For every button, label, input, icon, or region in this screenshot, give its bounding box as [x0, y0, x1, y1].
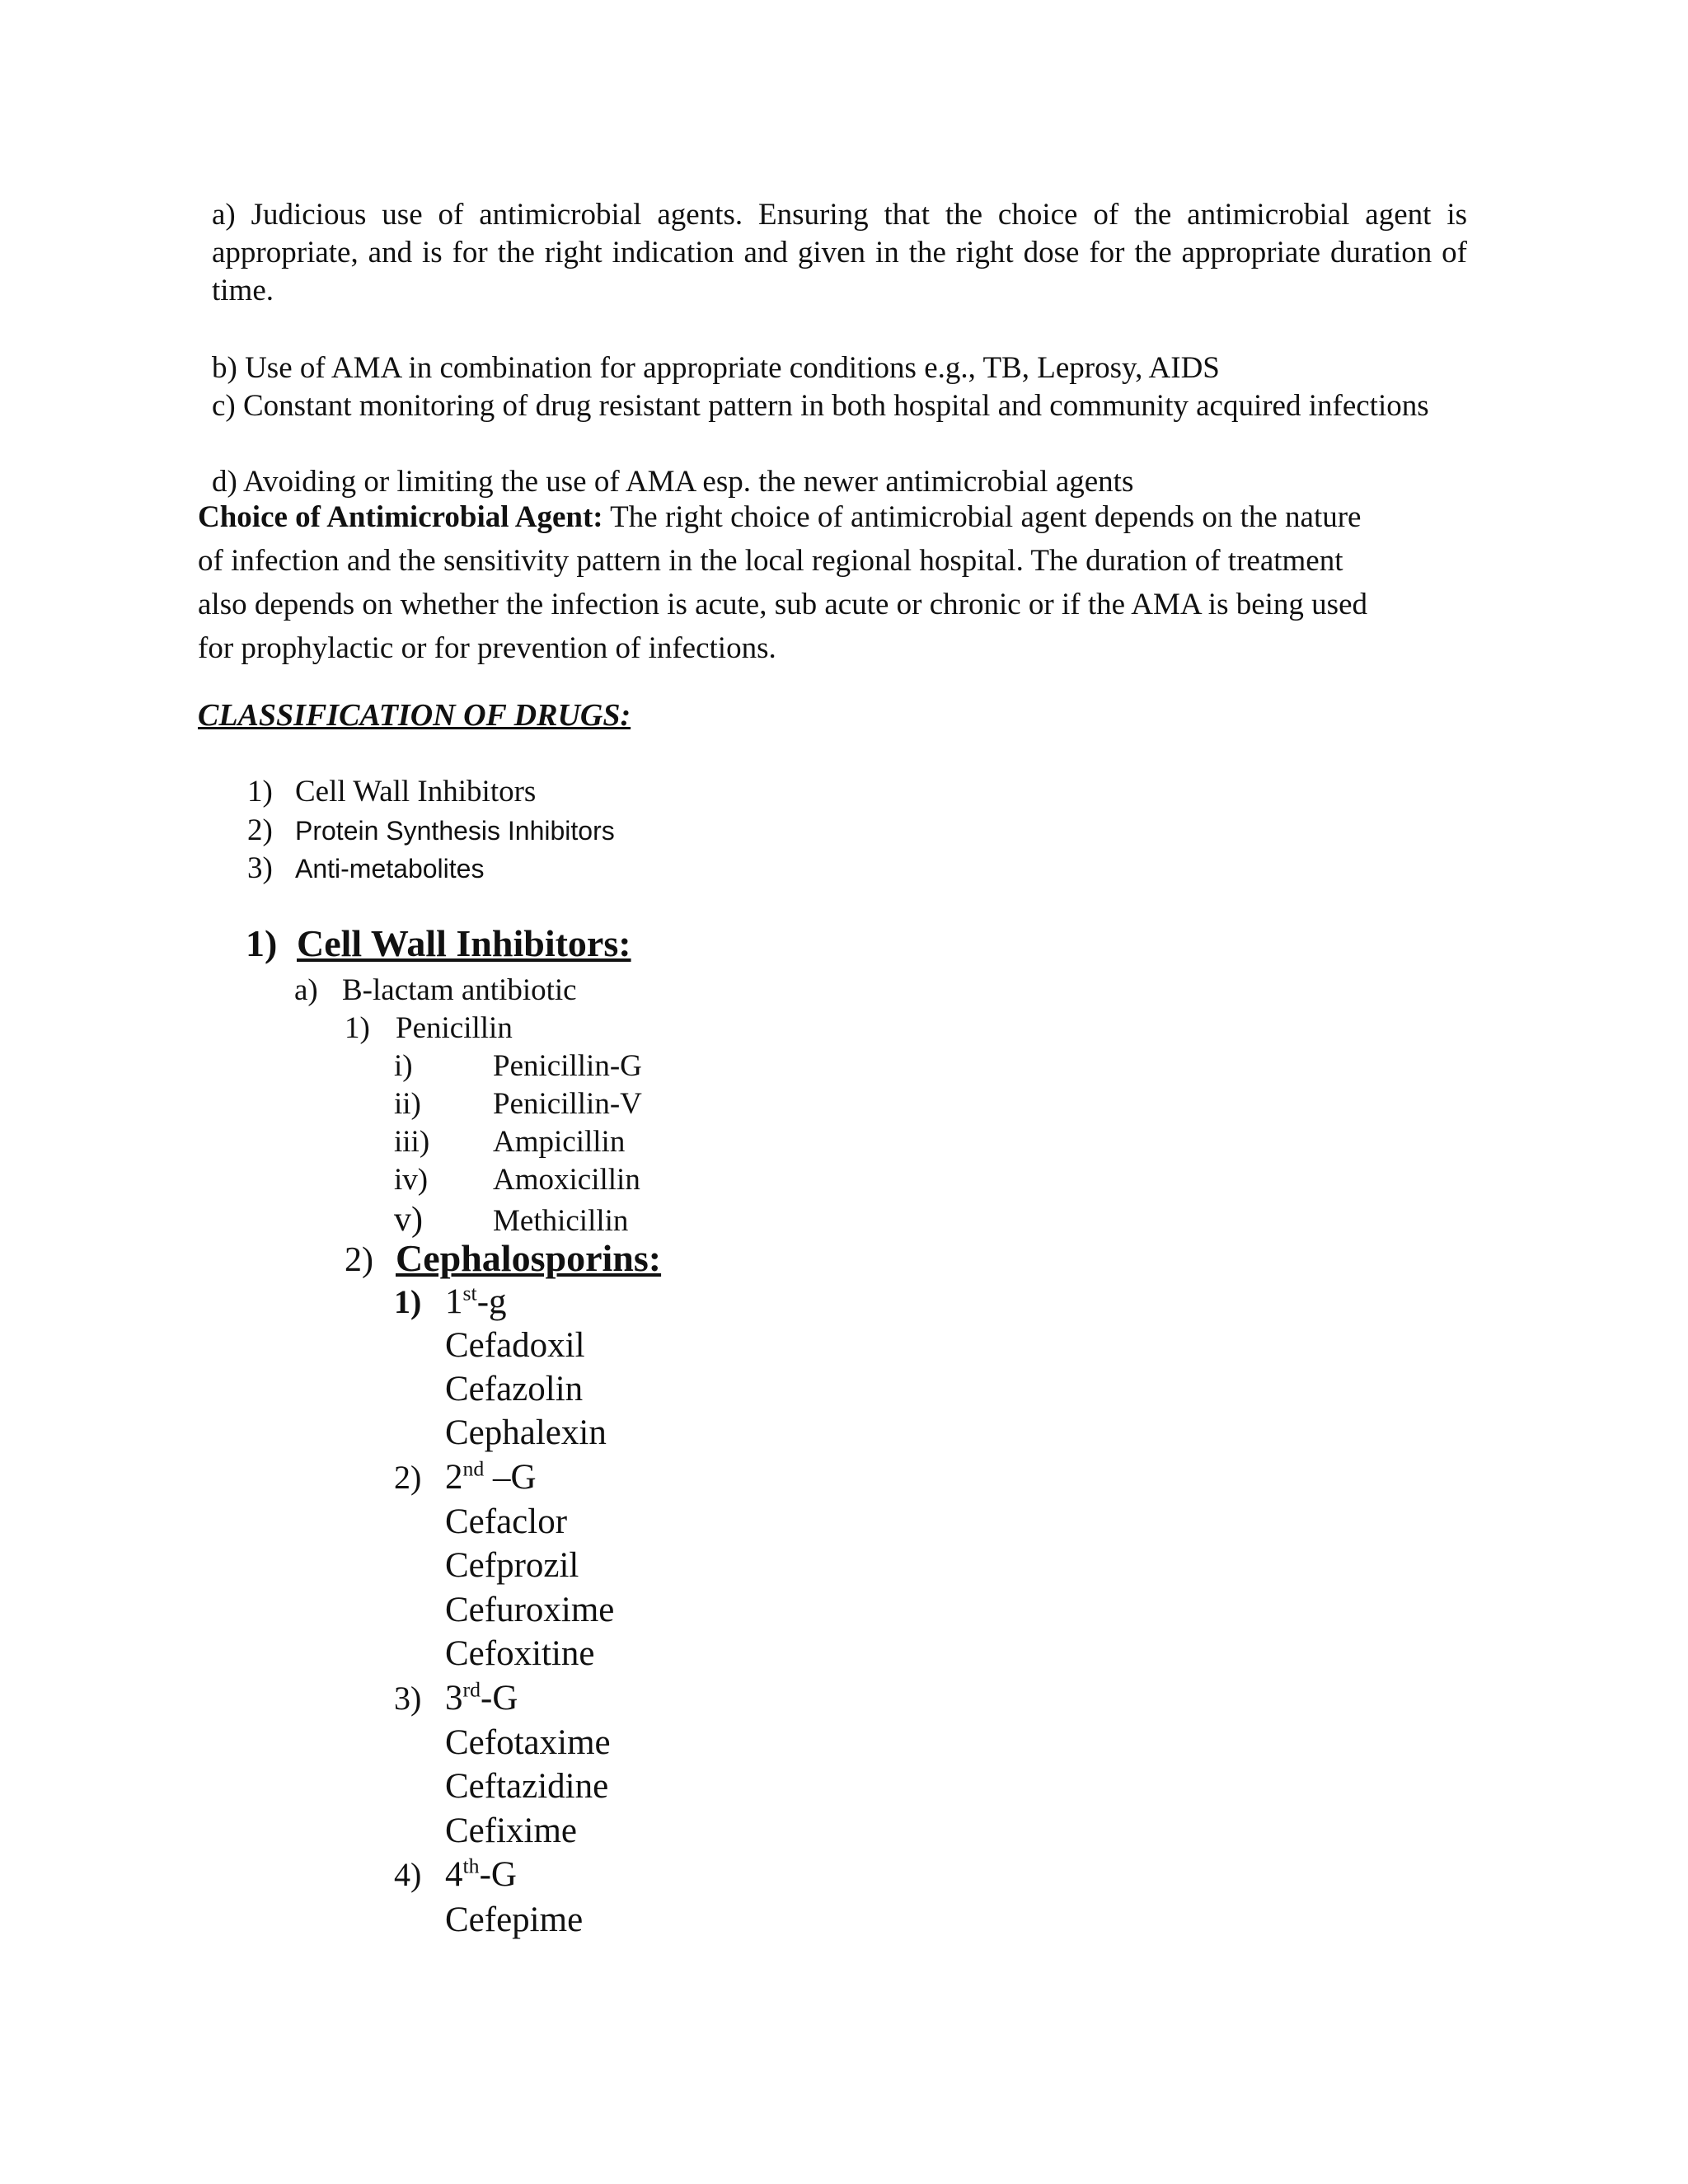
generation-4-num: 4) [394, 1856, 422, 1893]
classification-item-3-label: Anti-metabolites [295, 854, 485, 883]
cephalosporins-num: 2) [345, 1241, 373, 1279]
choice-line-1 [198, 499, 1361, 535]
generation-3-row [394, 1678, 518, 1718]
penicillin-item-num: iii) [394, 1125, 430, 1159]
point-d-text: d) Avoiding or limiting the use of AMA esp. the newer antimicrobial agents [212, 465, 1134, 499]
cephalosporin-drug: Cefoxitine [445, 1634, 595, 1673]
classification-item-2 [247, 813, 615, 848]
beta-lactam-num: a) [294, 973, 318, 1007]
penicillin-item [394, 1200, 628, 1240]
cephalosporins-row [345, 1236, 661, 1280]
penicillin-item [394, 1086, 642, 1122]
generation-1-label: 1st-g [445, 1281, 507, 1321]
point-a-text: a) Judicious use of antimicrobial agents. Ensuring that the choice of the antimicrobial agent is appropriate, and is for the right indication and given in the right dose for the appropriate duration of time. [212, 198, 1467, 307]
cephalosporin-drug: Cefadoxil [445, 1326, 585, 1365]
penicillin-item [394, 1162, 640, 1197]
classification-item-3-num: 3) [247, 851, 273, 885]
cell-wall-heading-row [246, 921, 631, 965]
penicillin-row [345, 1010, 513, 1046]
generation-3-num: 3) [394, 1680, 422, 1717]
generation-2-label: 2nd –G [445, 1456, 537, 1497]
classification-item-1 [247, 774, 536, 809]
penicillin-item [394, 1048, 642, 1084]
classification-heading: CLASSIFICATION OF DRUGS: [198, 698, 631, 733]
penicillin-item-num: ii) [394, 1087, 421, 1121]
generation-1-num: 1) [394, 1283, 422, 1320]
choice-line-3: also depends on whether the infection is acute, sub acute or chronic or if the AMA is being used [198, 588, 1367, 621]
choice-line-2: of infection and the sensitivity pattern in the local regional hospital. The duration of treatment [198, 544, 1343, 578]
beta-lactam-row [294, 972, 577, 1008]
generation-2-num: 2) [394, 1459, 422, 1496]
penicillin-item [394, 1124, 625, 1160]
generation-2-row [394, 1457, 537, 1497]
classification-item-1-label: Cell Wall Inhibitors [295, 775, 537, 808]
penicillin-item-label: Methicillin [493, 1204, 629, 1238]
generation-1-row [394, 1282, 507, 1322]
cephalosporin-drug: Cephalexin [445, 1413, 607, 1452]
cephalosporin-drug: Cefepime [445, 1900, 584, 1939]
penicillin-item-num: v) [394, 1201, 423, 1239]
cephalosporin-drug: Cefuroxime [445, 1591, 615, 1629]
classification-item-2-label: Protein Synthesis Inhibitors [295, 816, 615, 846]
classification-item-3 [247, 851, 484, 886]
classification-item-2-num: 2) [247, 813, 273, 847]
cell-wall-heading: Cell Wall Inhibitors: [297, 922, 631, 964]
penicillin-item-label: Ampicillin [493, 1125, 626, 1159]
penicillin-item-label: Penicillin-V [493, 1087, 642, 1121]
penicillin-item-label: Penicillin-G [493, 1049, 642, 1083]
penicillin-item-num: iv) [394, 1163, 429, 1197]
generation-4-label: 4th-G [445, 1854, 517, 1894]
penicillin-label: Penicillin [396, 1011, 513, 1045]
cephalosporin-drug: Cefotaxime [445, 1723, 611, 1762]
classification-item-1-num: 1) [247, 775, 273, 808]
cephalosporin-drug: Cefprozil [445, 1546, 579, 1585]
generation-3-label: 3rd-G [445, 1677, 518, 1718]
beta-lactam-label: B-lactam antibiotic [342, 973, 577, 1007]
cephalosporin-drug: Cefixime [445, 1811, 578, 1850]
point-c-text: c) Constant monitoring of drug resistant pattern in both hospital and community acquired infections [212, 389, 1429, 423]
penicillin-item-num: i) [394, 1049, 413, 1083]
choice-line-1-text: The right choice of antimicrobial agent depends on the nature [603, 500, 1362, 534]
penicillin-num: 1) [345, 1011, 370, 1045]
cephalosporin-drug: Cefaclor [445, 1502, 568, 1541]
cell-wall-num: 1) [246, 922, 278, 964]
choice-label: Choice of Antimicrobial Agent: [198, 500, 603, 534]
point-b-text: b) Use of AMA in combination for appropriate conditions e.g., TB, Leprosy, AIDS [212, 351, 1220, 385]
generation-4-row [394, 1854, 517, 1895]
cephalosporins-heading: Cephalosporins: [396, 1237, 662, 1279]
penicillin-item-label: Amoxicillin [493, 1163, 640, 1197]
choice-line-4: for prophylactic or for prevention of infections. [198, 631, 776, 665]
cephalosporin-drug: Ceftazidine [445, 1767, 609, 1806]
cephalosporin-drug: Cefazolin [445, 1370, 584, 1408]
